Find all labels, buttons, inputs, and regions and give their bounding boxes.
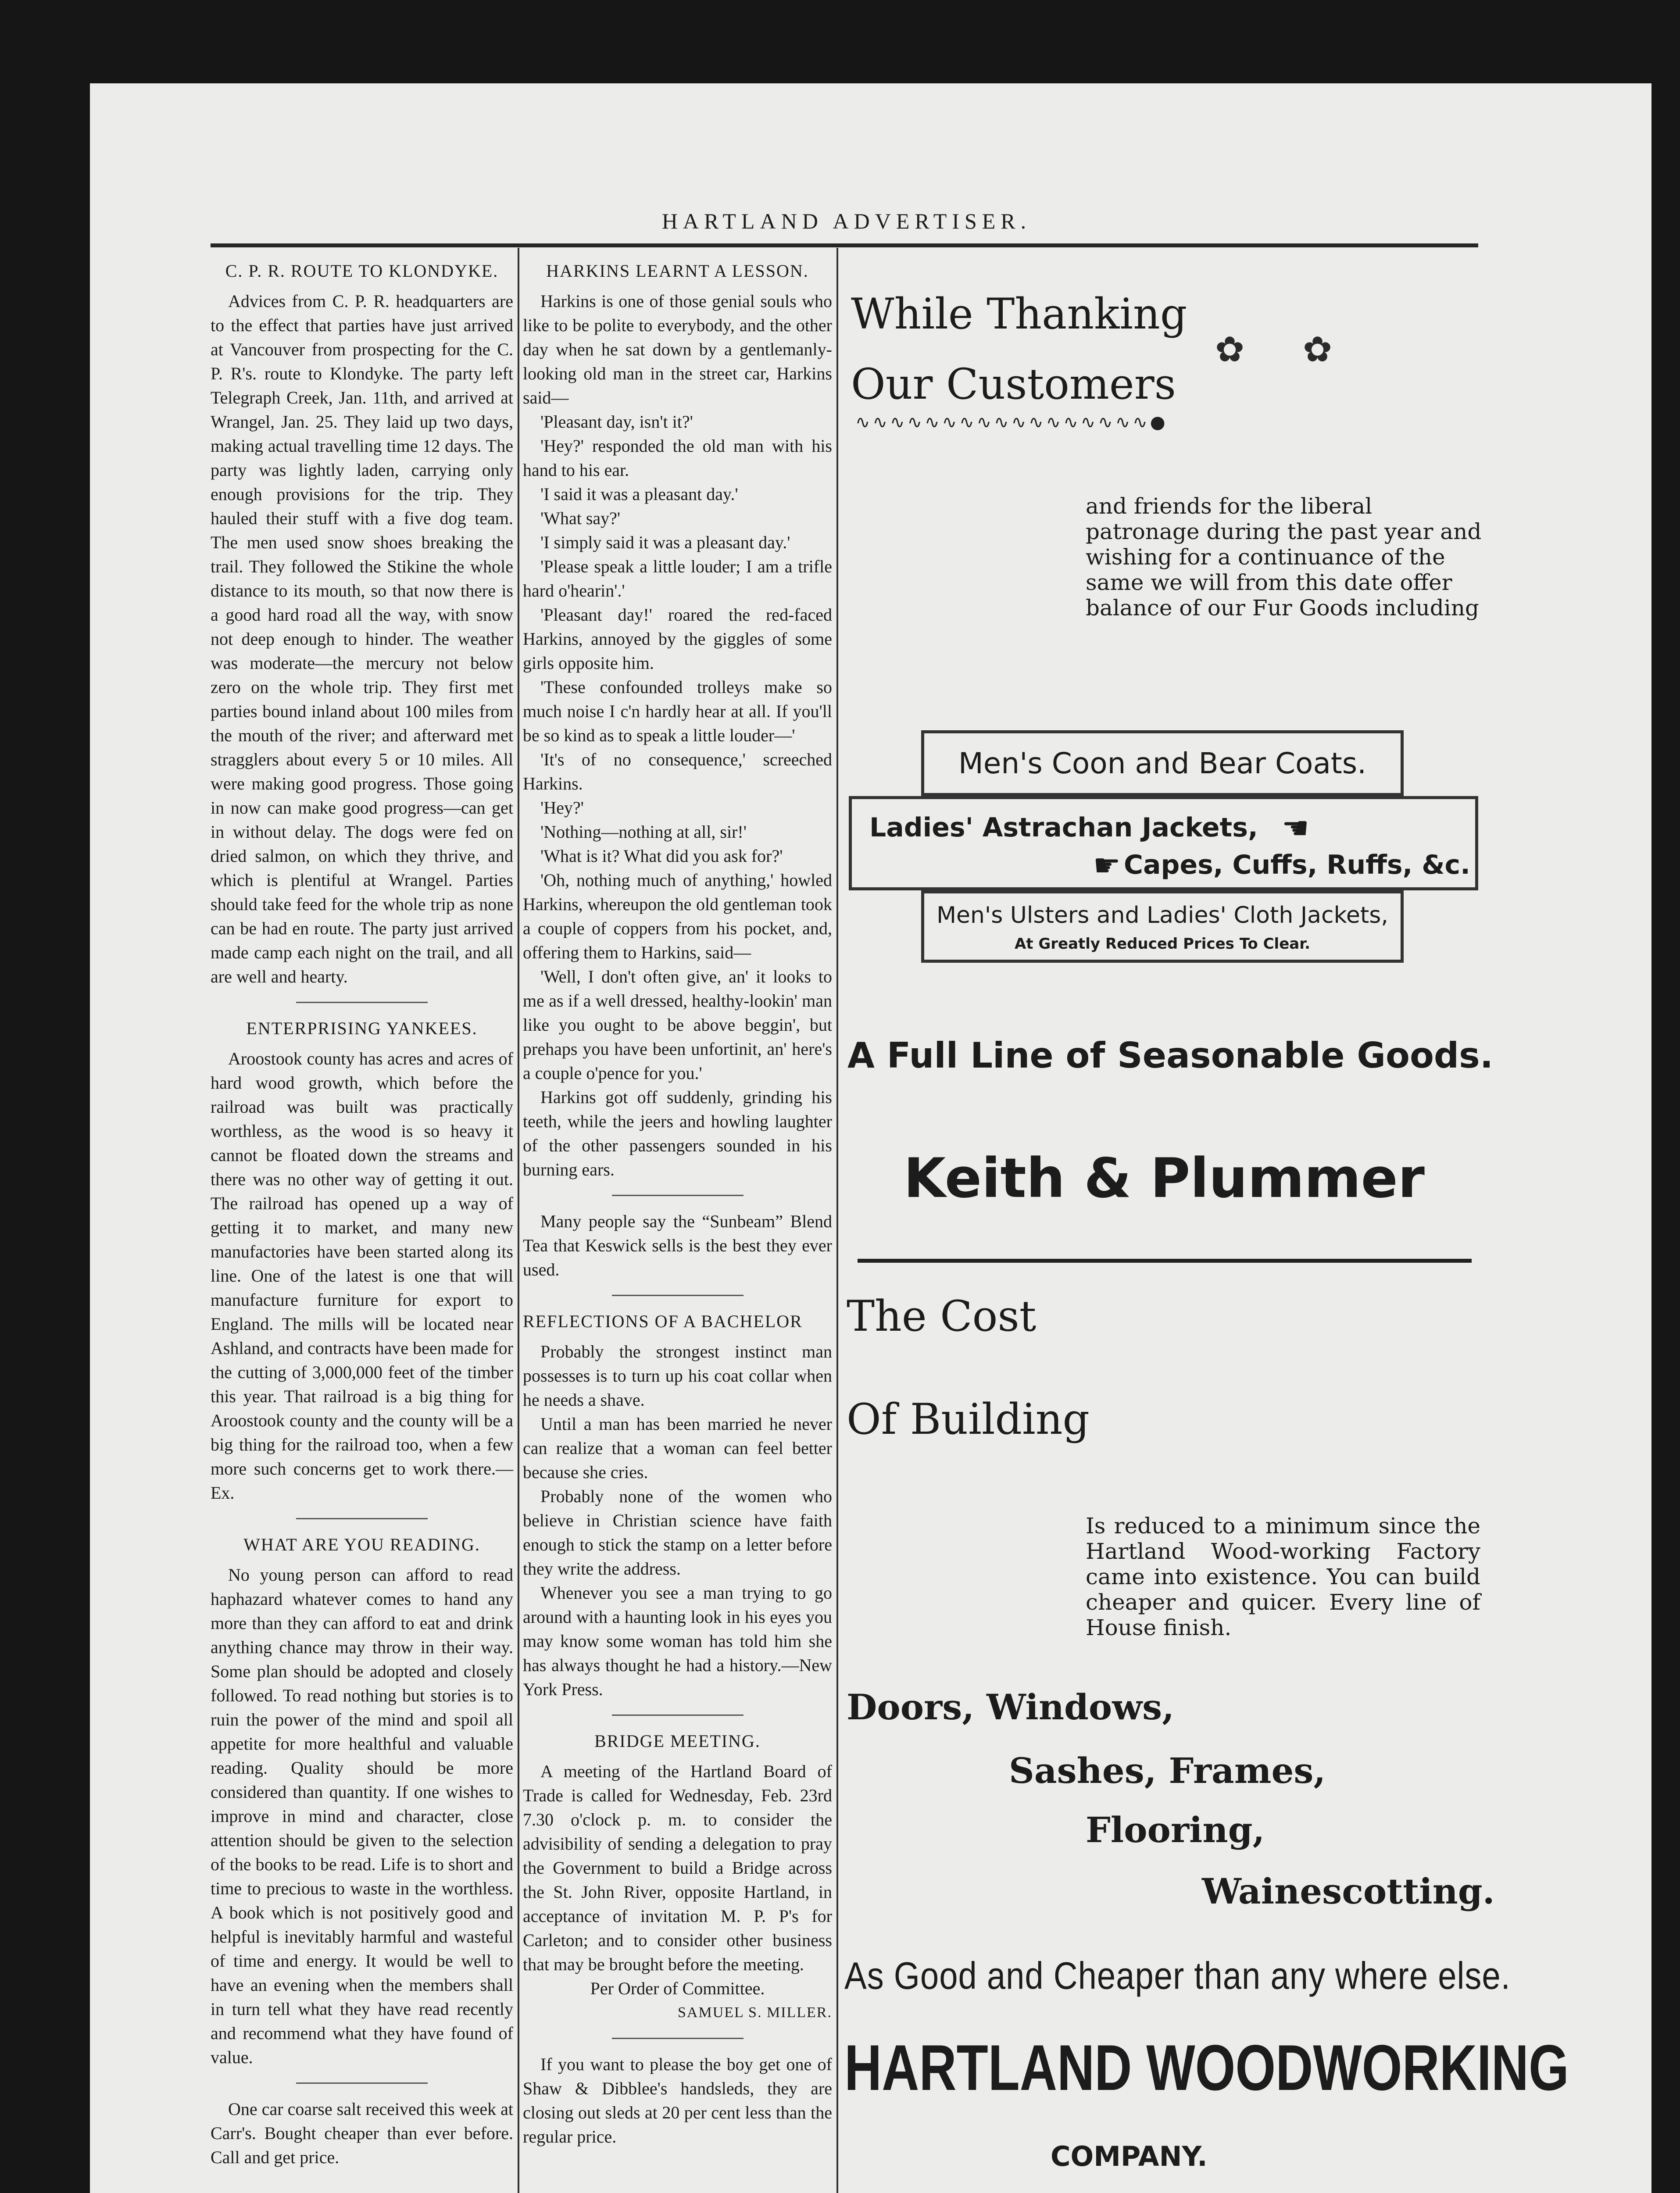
article-separator — [296, 2082, 428, 2084]
paragraph: Whenever you see a man trying to go around with a haunting look in his eyes you may know some woman has told him she has always thought he had a history.—New York Press. — [523, 1583, 832, 1699]
ad-box-3 — [921, 890, 1404, 963]
signature: SAMUEL S. MILLER. — [678, 2004, 832, 2021]
firm-name: HARTLAND WOODWORKING — [844, 2032, 1569, 2104]
ad-divider — [858, 1259, 1472, 1263]
paragraph: 'These confounded trolleys make so much noise I c'n hardly hear at all. If you'll be so kind as to speak a little louder—' — [523, 677, 832, 745]
column-1 — [211, 254, 513, 2169]
box-text: Capes, Cuffs, Ruffs, &c. — [1124, 850, 1470, 880]
article-body: A meeting of the Hartland Board of Trade is called for Wednesday, Feb. 23rd 7.30 o'clock p. m. to consider the advisibility of sending a delegation to pray the Government to build a Bridge across the St. John River, opposite Hartland, in acceptance of invitation M. P. P's for Carleton; and to consider other business that may be brought before the meeting. — [523, 1761, 832, 1974]
article-title: WHAT ARE YOU READING. — [243, 1535, 480, 1554]
article-title: ENTERPRISING YANKEES. — [246, 1018, 478, 1038]
paragraph: Harkins got off suddenly, grinding his teeth, while the jeers and howling laughter of the other passengers sounded in his burning ears. — [523, 1087, 832, 1179]
paragraph: 'I simply said it was a pleasant day.' — [540, 532, 790, 552]
paragraph: 'Oh, nothing much of anything,' howled Harkins, whereupon the old gentleman took a couple of coppers from his pocket, and, offering them to Harkins, said— — [523, 870, 832, 962]
ad-headline-1: While Thanking — [851, 289, 1187, 339]
article-separator — [612, 1295, 743, 1296]
hand-pointer-icon: ☛ — [1093, 847, 1121, 883]
paragraph: 'Pleasant day!' roared the red-faced Harkins, annoyed by the giggles of some girls opposite him. — [523, 605, 832, 673]
ad-body: Is reduced to a minimum since the Hartland Wood-working Factory came into existence. You can build cheaper and quicer. Every line of House finish. — [1086, 1513, 1480, 1640]
order-line: Per Order of Committee. — [590, 1979, 765, 1998]
ad-body: and friends for the liberal patronage during the past year and wishing for a continuance of the same we will from this date offer balance of our Fur Goods including — [1086, 493, 1482, 621]
column-2 — [523, 254, 832, 2149]
product-item: Doors, Windows, — [847, 1686, 1175, 1728]
article-body: One car coarse salt received this week at Carr's. Bought cheaper than ever before. Call and get price. — [211, 2099, 513, 2167]
flower-ornament-icon: ✿ — [1215, 331, 1245, 369]
article-title: REFLECTIONS OF A BACHELOR — [523, 1311, 803, 1331]
ad-headline-1: The Cost — [847, 1292, 1037, 1341]
column-divider-1 — [518, 248, 519, 2193]
product-item: Flooring, — [1086, 1809, 1265, 1850]
paragraph: 'Hey?' — [540, 798, 584, 818]
article-title: HARKINS LEARNT A LESSON. — [546, 261, 809, 281]
paragraph: Probably the strongest instinct man possesses is to turn up his coat collar when he needs a shave. — [523, 1342, 832, 1410]
wavy-ornament: ∿∿∿∿∿∿∿∿∿∿∿∿∿∿∿∿∿● — [855, 412, 1168, 432]
paragraph: 'It's of no consequence,' screeched Harkins. — [523, 750, 832, 793]
ad-headline-2: Of Building — [847, 1395, 1090, 1444]
article-separator — [612, 1714, 743, 1716]
ad-box-1 — [921, 730, 1404, 796]
article-body: No young person can afford to read haphazard whatever comes to hand any more than they can afford to eat and drink anything chance may throw in their way. Some plan should be adopted and closely followed. To read nothing but stories is to ruin the power of the mind and spoil all appetite for more healthful and valuable reading. Quality should be more considered than quantity. If one wishes to improve in mind and character, close attention should be given to the selection of the books to be read. Life is to short and time to precious to waste in the worthless. A book which is not positively good and helpful is inevitably harmful and wasteful of time and energy. It would be well to have an evening when the members shall in turn tell what they have read recently and recommend what they have found of value. — [211, 1565, 513, 2067]
paragraph: Probably none of the women who believe in Christian science have faith enough to stick the stamp on a letter before they write the address. — [523, 1486, 832, 1579]
paragraph: 'I said it was a pleasant day.' — [540, 484, 738, 504]
paragraph: Harkins is one of those genial souls who like to be polite to everybody, and the other day when he sat down by a gentlemanly-looking old man in the street car, Harkins said— — [523, 291, 832, 407]
article-separator — [296, 1002, 428, 1003]
article-separator — [612, 1195, 743, 1196]
column-divider-2 — [836, 248, 838, 2193]
paragraph: Until a man has been married he never can realize that a woman can feel better because she cries. — [523, 1414, 832, 1482]
paragraph: 'Hey?' responded the old man with his hand to his ear. — [523, 436, 832, 480]
product-item: Wainescotting. — [1202, 1871, 1495, 1912]
firm-name-suffix: COMPANY. — [1051, 2140, 1208, 2172]
article-body: If you want to please the boy get one of Shaw & Dibblee's handsleds, they are closing out sleds at 20 per cent less than the regular price. — [523, 2054, 832, 2147]
paragraph: 'Well, I don't often give, an' it looks to me as if a well dressed, healthy-lookin' man like you ought to be above beggin', but prehaps you have been unfortinit, an' here's a couple o'pence for you.' — [523, 967, 832, 1083]
masthead-rule — [211, 243, 1478, 247]
ad-tagline: A Full Line of Seasonable Goods. — [847, 1035, 1494, 1076]
firm-name: Keith & Plummer — [904, 1147, 1425, 1210]
flower-ornament-icon: ✿ — [1303, 331, 1333, 369]
article-body: Many people say the “Sunbeam” Blend Tea that Keswick sells is the best they ever used. — [523, 1211, 832, 1279]
article-title: BRIDGE MEETING. — [594, 1731, 761, 1751]
ad-tagline: As Good and Cheaper than any where else. — [844, 1954, 1511, 1997]
article-title: C. P. R. ROUTE TO KLONDYKE. — [225, 261, 499, 281]
hand-pointer-icon: ☚ — [1282, 810, 1309, 846]
box-text: Men's Coon and Bear Coats. — [958, 746, 1367, 780]
ad-box-2 — [849, 796, 1478, 890]
box-text: Ladies' Astrachan Jackets, — [869, 812, 1258, 843]
article-separator — [296, 1518, 428, 1519]
paragraph: 'What is it? What did you ask for?' — [540, 846, 783, 866]
box-text: At Greatly Reduced Prices To Clear. — [1014, 935, 1311, 953]
harkins-story — [523, 289, 832, 1182]
article-body: Advices from C. P. R. headquarters are to the effect that parties have just arrived at Vancouver from prospecting for the C. P. R's. route to Klondyke. The party left Telegraph Creek, Jan. 11th, and arrived at Wrangel, Jan. 25. They laid up two days, making actual travelling time 12 days. The party was lightly laden, carrying only enough provisions for the trip. They hauled their stuff with a five dog team. The men used snow shoes breaking the trail. They followed the Stikine the whole distance to its mouth, so that now there is a good hard road all the way, with snow not deep enough to hinder. The weather was moderate—the mercury not below zero on the whole trip. They first met parties bound inland about 100 miles from the mouth of the river; and afterward met stragglers about every 5 or 10 miles. All were making good progress. Those going in now can make good progress—can get in without delay. The dogs were fed on dried salmon, on which they thrive, and which is plentiful at Wrangel. Parties should take feed for the whole trip as none can be had en route. The party just arrived made camp each night on the trail, and all are well and hearty. — [211, 291, 513, 986]
paragraph: 'Pleasant day, isn't it?' — [540, 412, 693, 432]
ad-headline-2: Our Customers — [851, 360, 1176, 409]
article-body: Aroostook county has acres and acres of hard wood growth, which before the railroad was built was practically worthless, as the wood is so heavy it cannot be floated down the streams and there was no other way of getting it out. The railroad has opened up a way of getting it to market, and many new manufactories have been started along its line. One of the latest is one that will manufacture furniture for export to England. The mills will be located near Ashland, and contracts have been made for the cutting of 3,000,000 feet of the timber this year. That railroad is a big thing for Aroostook county and the county will be a big thing for the railroad too, when a few more such concerns get to work there.—Ex. — [211, 1049, 513, 1503]
product-item: Sashes, Frames, — [1009, 1750, 1326, 1791]
box-text: Men's Ulsters and Ladies' Cloth Jackets, — [937, 902, 1388, 929]
masthead: HARTLAND ADVERTISER. — [661, 209, 1032, 233]
article-separator — [612, 2038, 743, 2039]
paragraph: 'What say?' — [540, 508, 621, 528]
paragraph: 'Please speak a little louder; I am a trifle hard o'hearin'.' — [523, 557, 832, 600]
bachelor-reflections — [523, 1339, 832, 1701]
paragraph: 'Nothing—nothing at all, sir!' — [540, 822, 747, 842]
